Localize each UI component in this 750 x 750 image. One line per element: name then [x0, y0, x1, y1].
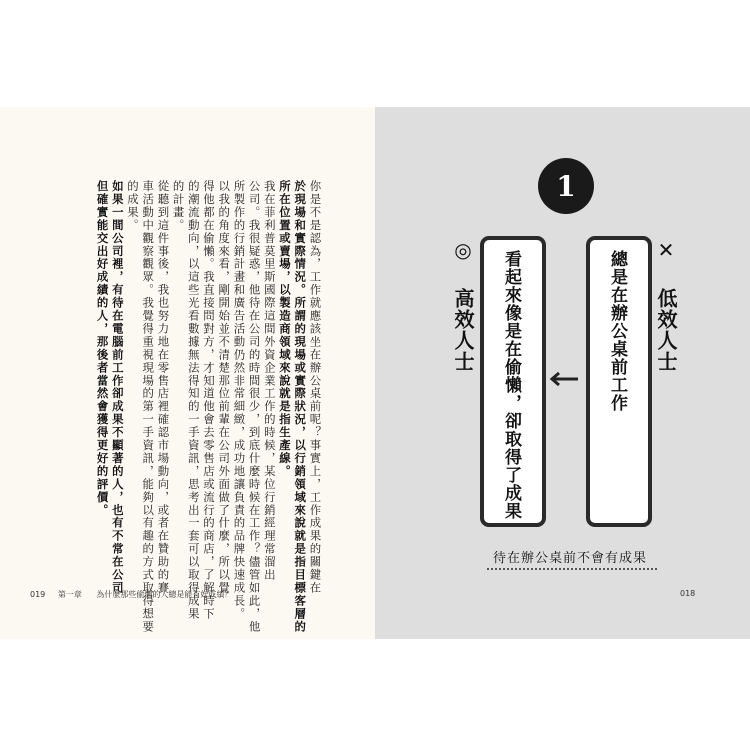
- chapter-label: 第一章: [57, 590, 82, 599]
- text-column: 的計畫。: [171, 180, 186, 232]
- text-column: 以我的角度來看，剛開始並不清楚那位前輩在公司外面做了什麼，所以覺: [217, 180, 232, 595]
- page-number: 019: [30, 590, 46, 599]
- text-column: 車活動中觀察觀眾。我覺得重視現場的第一手資訊，能夠以有趣的方式取得想要: [141, 180, 156, 634]
- good-card-text: 看起來像是在偷懶，卻取得了成果: [501, 250, 521, 520]
- number-badge: 1: [538, 158, 594, 214]
- text-column: 所在位置或賣場，以製造商領域來說就是指生產線。: [278, 180, 292, 478]
- text-column: 從聽到這件事後，我也努力地在零售店裡確認市場動向，或者在贊助的賽: [156, 180, 171, 595]
- text-column: 公司。我很疑惑，他待在公司的時間很少，到底什麼時候在工作？儘管如此，他: [247, 180, 262, 634]
- text-column: 但確實能交出好成績的人，那後者當然會獲得更好的評價。: [95, 180, 110, 517]
- bad-card-text: 總是在辦公桌前工作: [607, 250, 627, 412]
- chapter-title: 為什麼那些偷懶的人總是能有好成績？: [96, 590, 233, 599]
- right-page-number: 018: [680, 589, 696, 598]
- text-column: 如果一間公司裡，有待在電腦前工作卻成果不顯著的人，也有不常在公司: [110, 180, 125, 595]
- left-page-footer: [30, 589, 232, 600]
- bad-label: ✕ 低效人士: [654, 238, 678, 372]
- text-column: 的成果。: [126, 180, 140, 232]
- text-column: 的潮流動向，以這些光看數據無法得知的一手資訊，思考出一套可以取得成果: [186, 180, 201, 621]
- text-column: 所製作的行銷計畫和廣告活動仍然非常細緻，成功地讓負責的品牌快速成長。: [232, 180, 247, 621]
- figure-caption: 待在辦公桌前不會有成果: [492, 551, 647, 566]
- text-column: 於現場和實際情況。所謂的現場或實際狀況，以行銷領域來說就是指目標客層的: [293, 180, 308, 634]
- text-column: 你是不是認為，工作就應該坐在辦公桌前呢？事實上，工作成果的關鍵在: [308, 180, 323, 595]
- text-column: 我在菲利普莫里斯國際這間外資企業工作的時候，某位行銷經理常溜出: [262, 180, 277, 582]
- good-label: ◎ 高效人士: [451, 238, 475, 372]
- left-arrow-icon: [549, 372, 579, 386]
- caption-underline: [487, 568, 657, 570]
- text-column: 得他都在偷懶。我直接問對方，才知道他會去零售店或流行的商店，了解時下: [202, 180, 216, 621]
